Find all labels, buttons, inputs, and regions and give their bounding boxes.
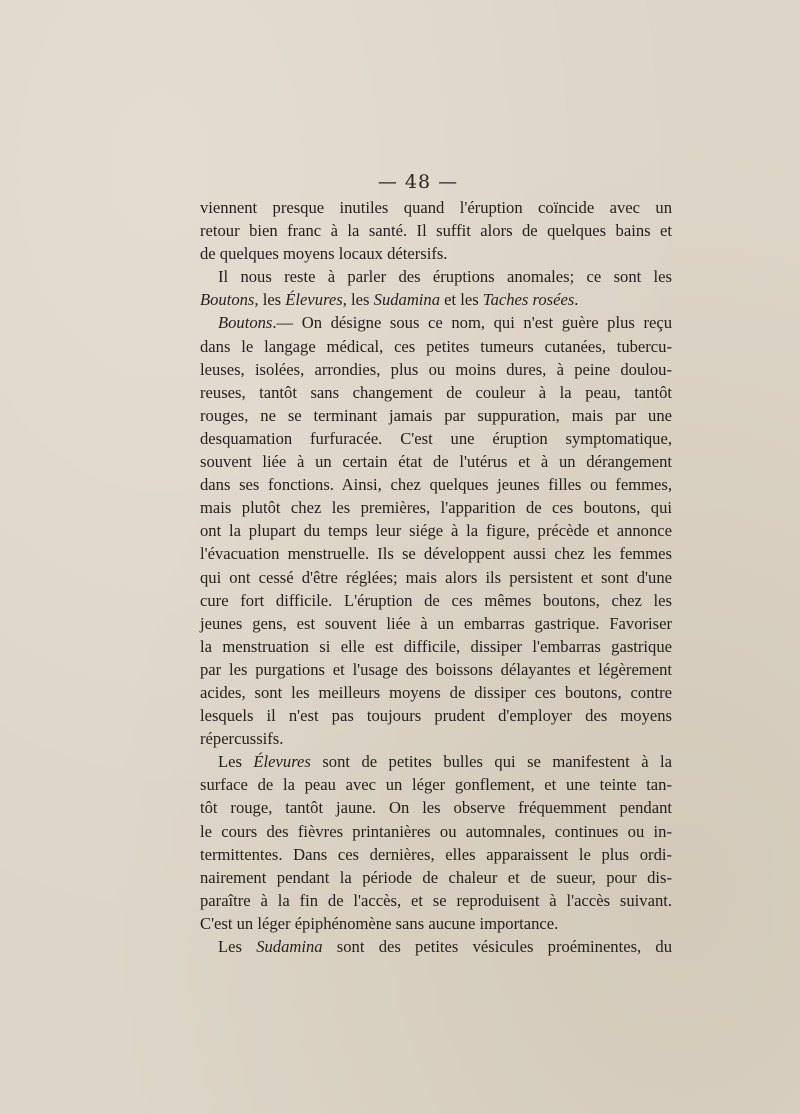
text-line <box>200 704 672 727</box>
text-run: dans ses fonctions. Ainsi, chez quelques jeunes filles ou femmes, <box>200 475 672 495</box>
text-run: dans le langage médical, ces petites tumeurs cutanées, tubercu- <box>200 336 672 356</box>
text-line <box>200 635 672 658</box>
text-line <box>200 288 672 311</box>
text-line <box>200 889 672 912</box>
text-run: sont des petites vésicules proéminentes, du <box>322 937 673 956</box>
text-run: mais plutôt chez les premières, l'apparition de ces boutons, qui <box>200 498 672 518</box>
text-run: tôt rouge, tantôt jaune. On les observe fréquemment pendant <box>200 798 672 818</box>
text-line <box>200 358 672 381</box>
text-line <box>200 219 672 242</box>
text-run: nairement pendant la période de chaleur et de sueur, pour dis- <box>200 867 672 887</box>
italic-term: Élevures <box>285 290 343 310</box>
text-run: cure fort difficile. L'éruption de ces mêmes boutons, chez les <box>200 590 672 610</box>
text-line <box>200 519 672 542</box>
text-line <box>200 335 672 358</box>
text-line <box>200 935 672 958</box>
italic-term: Boutons <box>218 313 273 333</box>
text-line <box>200 612 672 635</box>
text-run: sont de petites bulles qui se manifestent à la <box>310 752 673 772</box>
text-run: Les <box>218 752 254 772</box>
text-run: leuses, isolées, arrondies, plus ou moins dures, à peine doulou- <box>200 359 672 379</box>
text-run: surface de la peau avec un léger gonflement, et une teinte tan- <box>200 775 672 795</box>
text-run: par les purgations et l'usage des boissons délayantes et légèrement <box>200 659 672 679</box>
text-line <box>200 196 672 219</box>
text-run: jeunes gens, est souvent liée à un embarras gastrique. Favoriser <box>200 613 672 633</box>
text-run: retour bien franc à la santé. Il suffit alors de quelques bains et <box>200 221 672 241</box>
text-line <box>200 381 672 404</box>
text-line <box>200 820 672 843</box>
text-line <box>200 796 672 819</box>
text-run: répercussifs. <box>200 729 284 749</box>
text-run: viennent presque inutiles quand l'éruption coïncide avec un <box>200 198 672 217</box>
text-run: paraître à la fin de l'accès, et se reproduisent à l'accès suivant. <box>200 890 672 910</box>
page-number: — 48 — <box>377 171 459 193</box>
text-run: rouges, ne se terminant jamais par suppuration, mais par une <box>200 405 672 425</box>
text-line <box>200 727 672 750</box>
text-line <box>200 750 672 773</box>
text-run: desquamation furfuracée. C'est une éruption symptomatique, <box>200 428 672 448</box>
italic-term: Sudamina <box>256 937 323 956</box>
text-run: . <box>574 290 579 310</box>
text-line <box>200 589 672 612</box>
body-text <box>200 196 672 958</box>
text-run: .— On désigne sous ce nom, qui n'est guère plus reçu <box>272 313 672 333</box>
text-run: le cours des fièvres printanières ou automnales, continues ou in- <box>200 821 672 841</box>
text-line <box>200 311 672 334</box>
text-line <box>200 566 672 589</box>
text-run: lesquels il n'est pas toujours prudent d'employer des moyens <box>200 706 672 726</box>
text-line <box>200 265 672 288</box>
text-line <box>200 450 672 473</box>
text-run: l'évacuation menstruelle. Ils se développent aussi chez les femmes <box>200 544 672 564</box>
text-line <box>200 496 672 519</box>
text-line <box>200 912 672 935</box>
text-line <box>200 843 672 866</box>
text-run: C'est un léger épiphénomène sans aucune importance. <box>200 913 559 933</box>
italic-term: Sudamina <box>373 290 441 310</box>
text-run: , les <box>342 290 374 310</box>
italic-term: Élevures <box>253 752 311 772</box>
text-line <box>200 427 672 450</box>
text-run: de quelques moyens locaux détersifs. <box>200 244 448 264</box>
text-run: acides, sont les meilleurs moyens de dissiper ces boutons, contre <box>200 682 672 702</box>
text-run: Il nous reste à parler des éruptions anomales; ce sont les <box>218 267 672 287</box>
text-line <box>200 404 672 427</box>
text-run: la menstruation si elle est difficile, dissiper l'embarras gastrique <box>200 636 672 656</box>
text-line <box>200 866 672 889</box>
italic-term: Boutons <box>200 290 255 310</box>
text-line <box>200 242 672 265</box>
text-line <box>200 773 672 796</box>
text-run: reuses, tantôt sans changement de couleur à la peau, tantôt <box>200 382 672 402</box>
italic-term: Taches rosées <box>482 290 575 310</box>
text-run: termittentes. Dans ces dernières, elles apparaissent le plus ordi- <box>200 844 672 864</box>
text-line <box>200 658 672 681</box>
text-line <box>200 473 672 496</box>
text-run: qui ont cessé d'être réglées; mais alors ils persistent et sont d'une <box>200 567 672 587</box>
text-run: souvent liée à un certain état de l'utérus et à un dérangement <box>200 452 672 472</box>
text-run: , les <box>254 290 286 310</box>
text-run: ont la plupart du temps leur siége à la figure, précède et annonce <box>200 521 672 541</box>
text-line <box>200 681 672 704</box>
text-run: et les <box>440 290 483 310</box>
text-line <box>200 542 672 565</box>
text-run: Les <box>218 937 257 956</box>
